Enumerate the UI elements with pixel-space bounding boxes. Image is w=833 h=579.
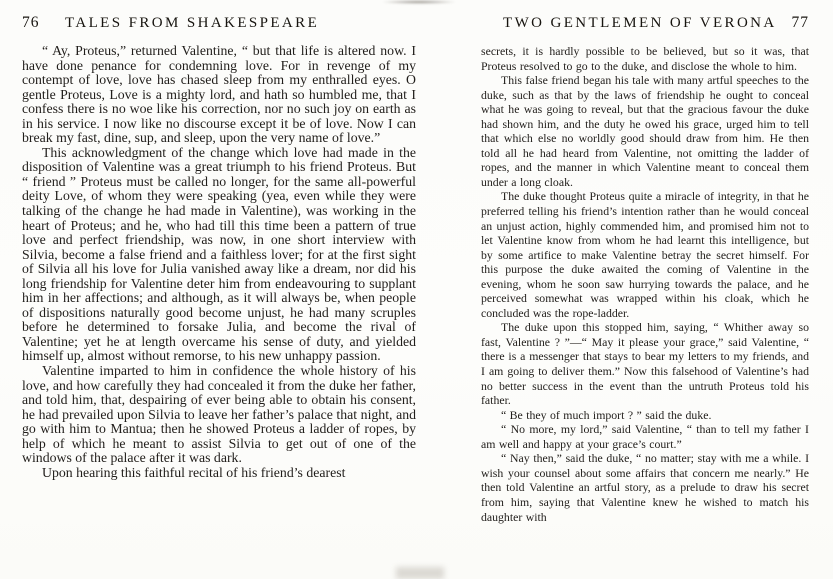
paragraph: “ Nay then,” said the duke, “ no matter; stay with me a while. I wish your counsel about some affairs that concern me nearly.” He then told Valentine an artful story, as a prelude to draw his secret from him, saying that Valentine knew he wished to match his daughter with [481, 451, 809, 524]
left-running-title: TALES FROM SHAKESPEARE [65, 15, 320, 31]
paragraph: “ Be they of much import ? ” said the duke. [501, 407, 712, 422]
left-page-number: 76 [22, 14, 40, 31]
right-page-number: 77 [791, 14, 809, 31]
paragraph: Valentine imparted to him in confidence the whole history of his love, and how carefully they had concealed it from the duke her father, and told him, that, despairing of ever being able to obtain his consent, he had prevailed upon Silvia to leave her father’s palace that night, and go with him to Mantua; then he showed Proteus a ladder of ropes, by help of which he meant to assist Silvia to get out of one of the windows of the palace after it was dark. [22, 363, 416, 466]
right-page-text [481, 44, 809, 524]
paragraph: The duke thought Proteus quite a miracle of integrity, in that he preferred telling his friend’s intention rather than he would conceal an unjust action, highly commended him, and promised him not to let Valentine know from whom he had learnt this intelligence, but by some artifice to make Valentine betray the secret himself. For this purpose the duke awaited the coming of Valentine in the evening, whom he soon saw hurrying towards the palace, and he perceived somewhat was wrapped within his cloak, which he concluded was the rope-ladder. [481, 189, 809, 320]
paragraph: “ Ay, Proteus,” returned Valentine, “ but that life is altered now. I have done penance for condemning love. For in revenge of my contempt of love, love has chased sleep from my enthralled eyes. O gentle Proteus, Love is a mighty lord, and hath so humbled me, that I confess there is no woe like his correction, nor no such joy on earth as in his service. I now like no discourse except it be of love. Now I can break my fast, dine, sup, and sleep, upon the very name of love.” [22, 43, 416, 146]
left-page-text [22, 44, 416, 480]
paragraph: This acknowledgment of the change which love had made in the disposition of Valentine was a great triumph to his friend Proteus. But “ friend ” Proteus must be called no longer, for the same all-powerful deity Love, of whom they were speaking (yea, even while they were talking of the change he had made in Valentine), was working in the heart of Proteus; and he, who had till this time been a pattern of true love and perfect friendship, was now, in one short interview with Silvia, become a false friend and a faithless lover; for at the first sight of Silvia all his love for Julia vanished away like a dream, nor did his long friendship for Valentine deter him from endeavouring to supplant him in her affections; and although, as it will always be, when people of dispositions naturally good become unjust, he had many scruples before he determined to forsake Julia, and become the rival of Valentine; yet he at length overcame his sense of duty, and yielded himself up, almost without remorse, to his new unhappy passion. [22, 144, 416, 364]
paragraph: This false friend began his tale with many artful speeches to the duke, such as that by the laws of friendship he ought to conceal what he was going to reveal, but that the gracious favour the duke had shown him, and the duty he owed his grace, urged him to tell that which else no worldly good should draw from him. He then told all he had heard from Valentine, not omitting the ladder of ropes, and the manner in which Valentine meant to conceal them under a long cloak. [481, 73, 809, 189]
paragraph: secrets, it is hardly possible to be believed, but so it was, that Proteus resolved to go to the duke, and disclose the whole to him. [481, 44, 809, 73]
scan-artifact-top-gutter [383, 0, 455, 4]
paragraph: Upon hearing this faithful recital of his friend’s dearest [42, 464, 346, 480]
paragraph: The duke upon this stopped him, saying, “ Whither away so fast, Valentine ? ”—“ May it please your grace,” said Valentine, “ there is a messenger that stays to bear my letters to my friends, and I am going to deliver them.” Now this falsehood of Valentine’s had no better success in the event than the untruth Proteus told his father. [481, 320, 809, 408]
right-page [481, 13, 809, 524]
right-running-title: TWO GENTLEMEN OF VERONA [503, 15, 777, 31]
left-page [22, 13, 416, 480]
left-running-head [22, 13, 416, 33]
paragraph: “ No more, my lord,” said Valentine, “ than to tell my father I am well and happy at your grace’s court.” [481, 422, 809, 451]
scan-artifact-bottom-gutter [396, 567, 444, 579]
right-running-head [481, 13, 809, 33]
